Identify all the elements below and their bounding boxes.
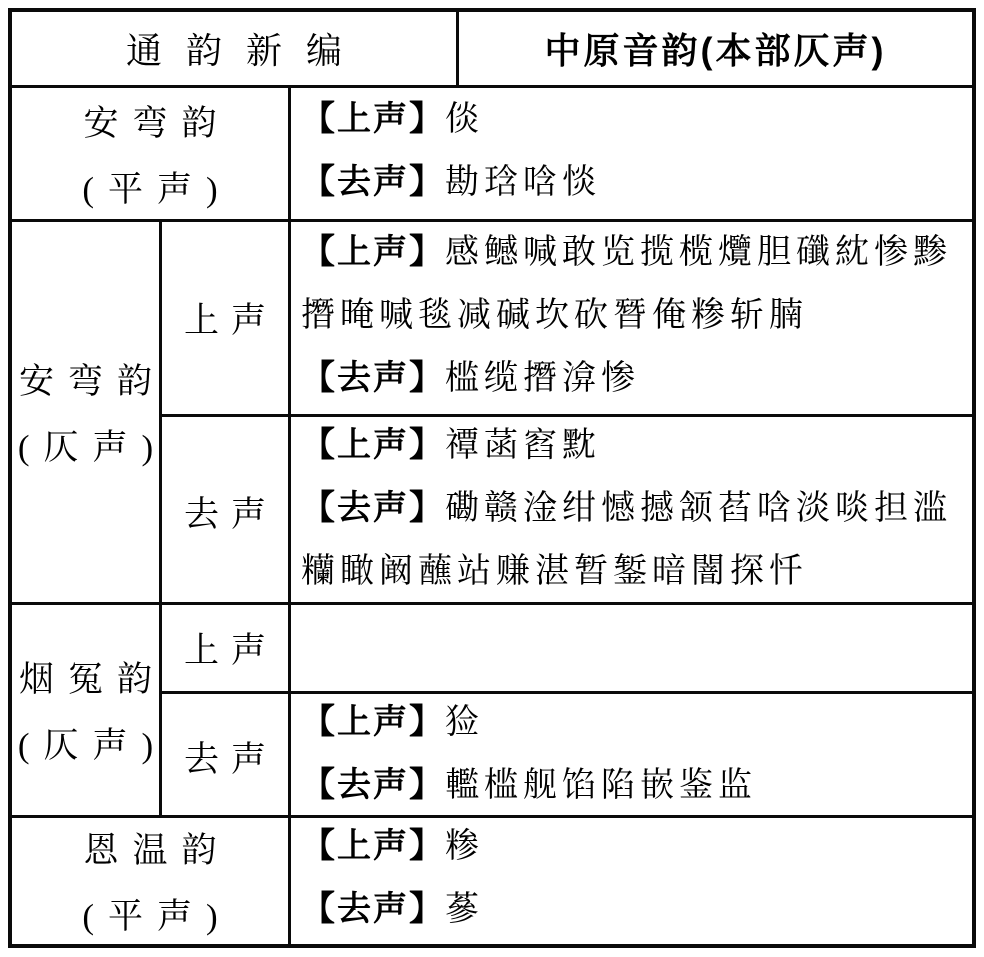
- rhyme-tone: (平声): [82, 169, 232, 209]
- subrow-qu: [162, 417, 972, 606]
- tone-cell: [162, 417, 291, 606]
- entry-line: [301, 417, 972, 480]
- entry-line: [301, 694, 972, 757]
- subrow-shang: [162, 605, 972, 694]
- entry-chars: 撍晻喊毯减碱坎砍朁俺糁斩腩: [301, 296, 808, 334]
- rhyme-name: 安弯韵: [19, 362, 167, 401]
- rhyme-comparison-table: [8, 8, 976, 948]
- tone-label: 上声: [183, 631, 278, 670]
- tone-tag: 【上声】: [301, 233, 445, 271]
- subrow-qu: [162, 694, 972, 820]
- entry-line: [301, 224, 972, 287]
- rhyme-name: 恩温韵: [83, 831, 231, 870]
- tone-content: [291, 222, 972, 414]
- entry-line: [301, 154, 972, 217]
- entry-chars: 勘琀唅惔: [445, 163, 601, 201]
- rhyme-tone: (仄声): [17, 726, 168, 765]
- row-anwan-ping: [12, 88, 972, 222]
- tone-content: [291, 694, 972, 820]
- tone-tag: 【上声】: [301, 427, 445, 464]
- header-row: [12, 12, 972, 88]
- tone-content: [291, 417, 972, 606]
- header-right-title: 中原音韵(本部仄声): [544, 30, 887, 71]
- entry-chars: 蔘: [445, 891, 484, 928]
- rhyme-tone: (仄声): [17, 428, 168, 467]
- tone-tag: 【去声】: [301, 163, 445, 201]
- header-left-cell: [12, 12, 459, 85]
- row-label: [12, 818, 291, 944]
- tone-tag: 【去声】: [301, 891, 445, 928]
- entry-line: [301, 818, 972, 881]
- header-left-title: 通韵新编: [125, 31, 366, 71]
- entry-line: [301, 91, 972, 154]
- row-content: [291, 818, 972, 944]
- tone-tag: 【上声】: [301, 828, 445, 865]
- tone-label: 去声: [183, 494, 278, 534]
- entry-chars: 糁: [445, 828, 484, 865]
- row-yanyuan-ze: [12, 605, 972, 818]
- entry-chars: 糷瞰阚蘸站赚湛暂錾暗闇探忏: [301, 553, 808, 590]
- tone-cell: [162, 222, 291, 414]
- header-right-cell: [459, 12, 972, 85]
- tone-cell: [162, 605, 291, 691]
- entry-chars: 磡赣淦绀憾撼颔萏唅淡啖担滥: [445, 490, 952, 527]
- tone-tag: 【去声】: [301, 359, 445, 397]
- subrow-shang: [162, 222, 972, 417]
- entry-line: [301, 350, 972, 413]
- entry-chars: 猃: [445, 704, 484, 741]
- entry-line: [301, 881, 972, 944]
- row-body: [162, 605, 972, 815]
- tone-cell: [162, 694, 291, 820]
- tone-tag: 【去声】: [301, 767, 445, 804]
- row-label: [12, 88, 291, 219]
- entry-chars: 轞槛舰馅陷嵌鉴监: [445, 767, 757, 804]
- row-label: [12, 222, 168, 602]
- row-content: [291, 88, 972, 219]
- entry-line: [301, 480, 972, 543]
- tone-tag: 【去声】: [301, 490, 445, 527]
- entry-line: [301, 287, 972, 350]
- rhyme-name: 烟冤韵: [19, 660, 167, 699]
- row-body: [162, 222, 972, 602]
- entry-chars: 禫菡窞黕: [445, 427, 601, 464]
- tone-label: 去声: [183, 740, 278, 779]
- rhyme-tone: (平声): [82, 897, 232, 936]
- entry-chars: 槛缆撍渰惨: [445, 359, 640, 397]
- entry-chars: 倓: [445, 100, 484, 138]
- entry-line: [301, 757, 972, 820]
- entry-line: [301, 543, 972, 606]
- tone-label: 上声: [183, 301, 278, 340]
- tone-tag: 【上声】: [301, 100, 445, 138]
- entry-chars: 感鳡喊敢览揽榄爦胆䃸紞惨黪: [445, 233, 952, 271]
- row-anwan-ze: [12, 222, 972, 605]
- row-enwen-ping: [12, 818, 972, 944]
- rhyme-name: 安弯韵: [83, 103, 231, 143]
- tone-content-empty: [291, 605, 972, 691]
- tone-tag: 【上声】: [301, 704, 445, 741]
- row-label: [12, 605, 168, 815]
